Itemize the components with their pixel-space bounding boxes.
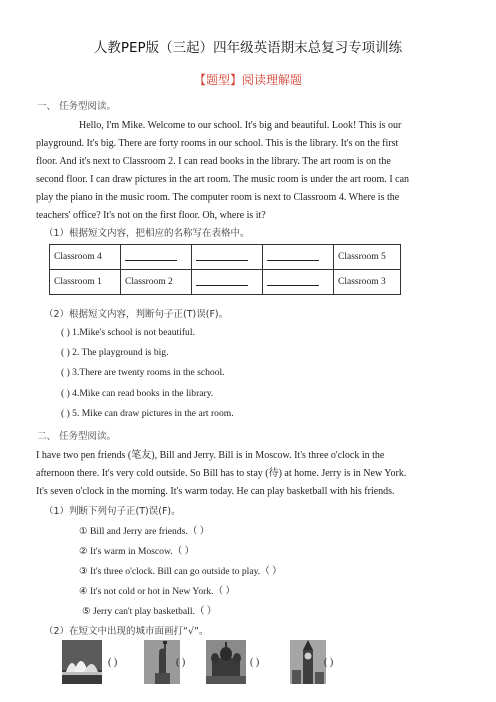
judge-item: ③ It's three o'clock. Bill can go outside to play.（ ） <box>79 566 282 577</box>
section2-question1: （1）判断下列句子正(T)误(F)。 <box>44 506 181 517</box>
section1-question1: （1）根据短文内容，把相应的名称写在表格中。 <box>44 228 250 239</box>
table-cell-blank[interactable] <box>121 245 192 270</box>
section1-passage <box>36 117 466 225</box>
section2-passage <box>36 447 476 501</box>
section1-question2: （2）根据短文内容，判断句子正(T)误(F)。 <box>44 309 229 320</box>
table-cell: Classroom 5 <box>334 245 401 270</box>
passage-line: It's seven o'clock in the morning. It's warm today. He can play basketball with his friends. <box>36 486 395 497</box>
judge-item: ⑤ Jerry can't play basketball.（ ） <box>82 606 217 617</box>
table-row <box>50 270 401 295</box>
big-ben-image <box>290 640 326 684</box>
passage-line: Hello, I'm Mike. Welcome to our school. It's big and beautiful. Look! This is our <box>79 120 402 131</box>
judge-item: ( ) 1.Mike's school is not beautiful. <box>61 327 195 338</box>
moscow-kremlin-image <box>206 640 246 684</box>
page-subtitle: 【题型】阅读理解题 <box>193 73 302 87</box>
section2-question2: （2）在短文中出现的城市面画打“√”。 <box>44 626 209 637</box>
passage-line: I have two pen friends (笔友), Bill and Jerry. Bill is in Moscow. It's three o'clock in the <box>36 450 385 461</box>
table-cell: Classroom 1 <box>50 270 121 295</box>
answer-paren-4[interactable]: ( ) <box>324 657 334 668</box>
judge-item: ② It's warm in Moscow.（ ） <box>79 546 195 557</box>
table-cell-blank[interactable] <box>192 245 263 270</box>
judge-item: ④ It's not cold or hot in New York.（ ） <box>79 586 236 597</box>
judge-item: ( ) 2. The playground is big. <box>61 347 169 358</box>
answer-paren-2[interactable]: ( ) <box>176 657 186 668</box>
passage-line: floor. And it's next to Classroom 2. I can read books in the library. The art room is on the <box>36 156 391 167</box>
passage-line: afternoon there. It's very cold outside. So Bill has to stay (待) at home. Jerry is in New York. <box>36 468 407 479</box>
judge-item: ( ) 4.Mike can read books in the library. <box>61 388 214 399</box>
answer-paren-3[interactable]: ( ) <box>250 657 260 668</box>
table-cell: Classroom 4 <box>50 245 121 270</box>
passage-line: teachers' office? It's not on the first floor. Oh, where is it? <box>36 210 266 221</box>
table-cell: Classroom 3 <box>334 270 401 295</box>
section2-heading: 二、 任务型阅读。 <box>37 431 117 442</box>
statue-of-liberty-image <box>144 640 180 684</box>
page-title: 人教PEP版（三起）四年级英语期末总复习专项训练 <box>93 40 403 56</box>
judge-item: ① Bill and Jerry are friends.（ ） <box>79 526 210 537</box>
table-cell-blank[interactable] <box>263 270 334 295</box>
table-cell: Classroom 2 <box>121 270 192 295</box>
room-table <box>49 244 401 295</box>
judge-item: ( ) 3.There are twenty rooms in the school. <box>61 367 225 378</box>
passage-line: second floor. I can draw pictures in the art room. The music room is under the art room. I can <box>36 174 410 185</box>
section1-heading: 一、 任务型阅读。 <box>37 101 117 112</box>
answer-paren-1[interactable]: ( ) <box>108 657 118 668</box>
sydney-opera-house-image <box>62 640 102 684</box>
passage-line: playground. It's big. There are forty rooms in our school. This is the library. It's on the first <box>36 138 399 149</box>
passage-line: play the piano in the music room. The computer room is next to Classroom 4. Where is the <box>36 192 400 203</box>
judge-item: ( ) 5. Mike can draw pictures in the art room. <box>61 408 234 419</box>
table-cell-blank[interactable] <box>263 245 334 270</box>
table-cell-blank[interactable] <box>192 270 263 295</box>
table-row <box>50 245 401 270</box>
